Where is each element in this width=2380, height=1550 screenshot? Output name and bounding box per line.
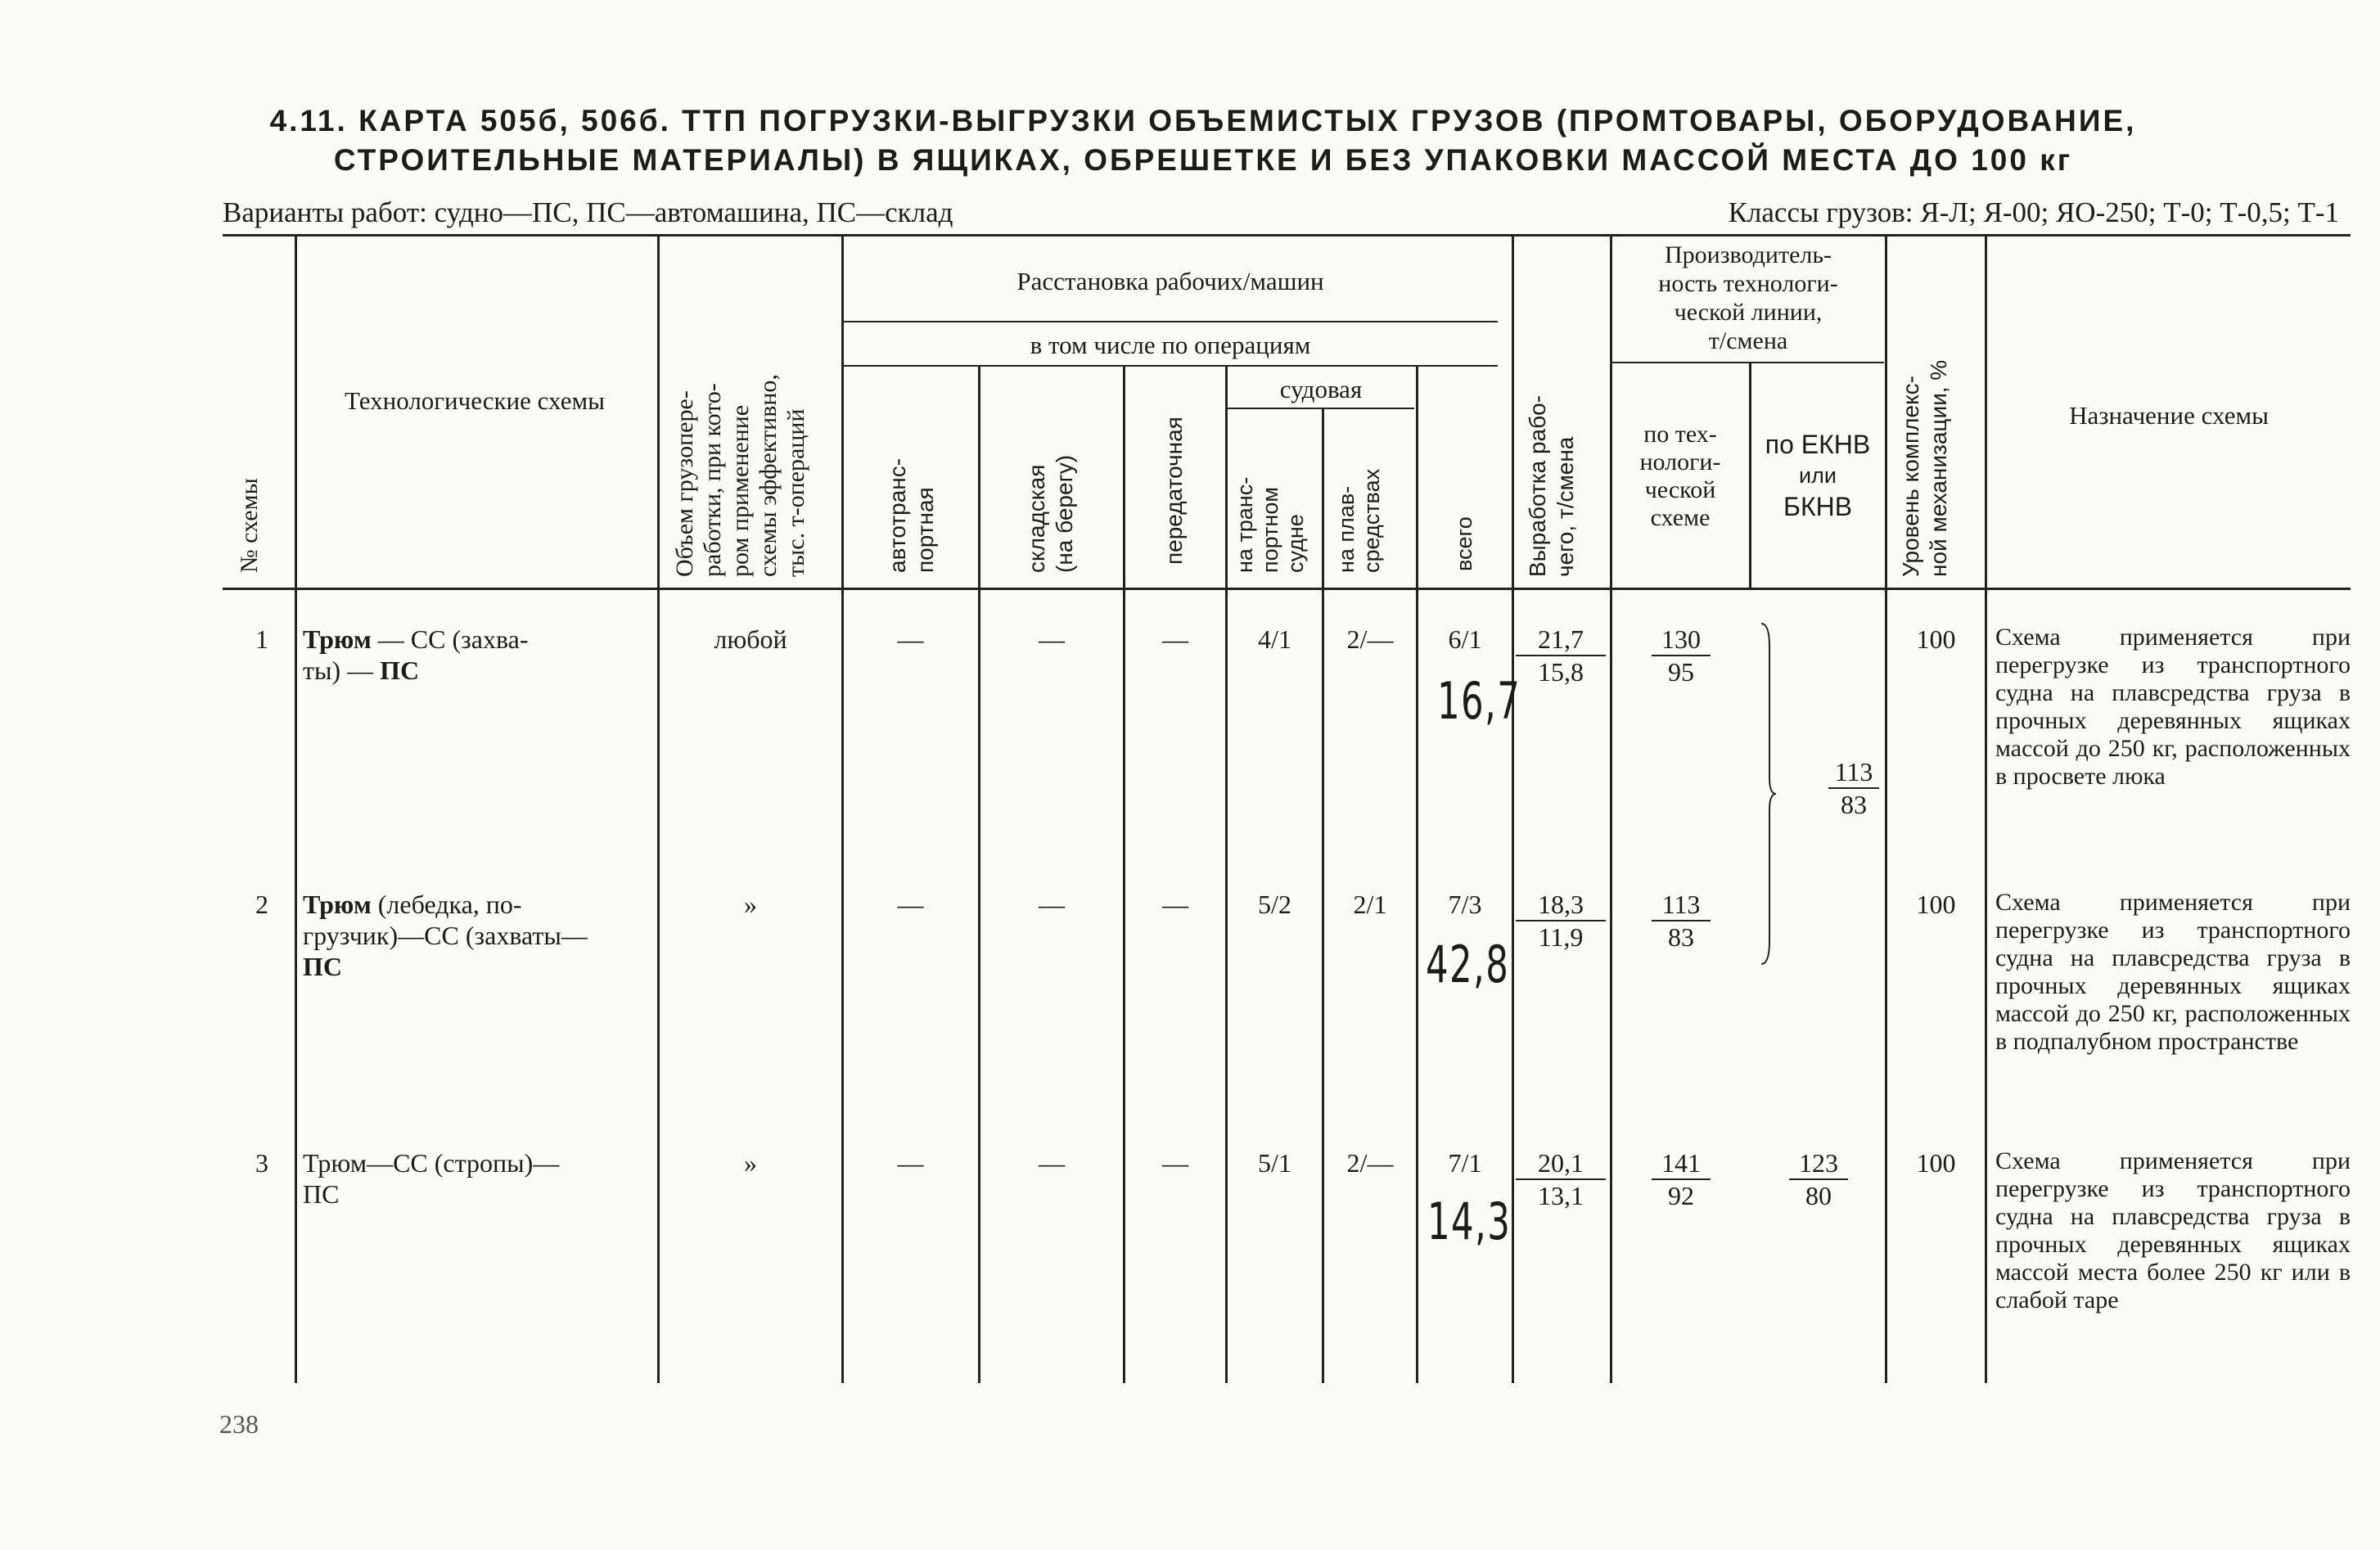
row-2-transfer: — xyxy=(1162,890,1188,919)
header-by-tech-line: по тех- xyxy=(1643,421,1717,448)
row-1-scheme-bold: Трюм xyxy=(303,624,372,654)
header-volume-line: работки, при кото- xyxy=(699,383,726,577)
header-eknv-line: или xyxy=(1799,463,1837,488)
header-auto xyxy=(884,458,940,573)
header-mech-line: ной механизации, % xyxy=(1926,359,1951,577)
row-2-total: 7/3 xyxy=(1448,890,1482,919)
row-1-output-num: 21,7 xyxy=(1516,624,1606,656)
row-3-output xyxy=(1516,1147,1606,1211)
row-1-auto: — xyxy=(897,624,924,654)
operations-divider xyxy=(843,365,1498,367)
row-2-purpose: Схема применяется при перегрузке из транспортного судна на плавсредства груза в прочных деревянных ящиках массой до 250 кг, расположенных в подпалубном пространстве xyxy=(1995,889,2351,1055)
header-mechanization xyxy=(1897,360,1953,577)
row-2-scheme-text: (лебедка, по- xyxy=(371,890,522,919)
row-3-no: 3 xyxy=(255,1148,268,1178)
header-auto-line: автотранс- xyxy=(885,457,910,573)
header-mech-line: Уровень комплекс- xyxy=(1898,376,1923,577)
row-2-volume: » xyxy=(744,890,757,919)
col-divider xyxy=(978,367,980,1383)
row-2-prod-num: 113 xyxy=(1652,889,1711,921)
shared-eknv-num: 113 xyxy=(1828,756,1879,789)
col-divider xyxy=(1885,236,1887,1383)
header-transfer-line: передаточная xyxy=(1161,417,1187,565)
header-productivity-line: ческой линии, xyxy=(1674,299,1823,326)
row-1-prod-num: 130 xyxy=(1652,624,1711,656)
header-purpose xyxy=(1989,401,2349,430)
row-1-mechanization: 100 xyxy=(1916,624,1956,654)
header-transfer xyxy=(1161,417,1188,565)
table-top-border xyxy=(223,234,2351,237)
row-1-on-ship: 4/1 xyxy=(1258,624,1291,654)
row-1-transfer: — xyxy=(1162,624,1188,654)
header-warehouse xyxy=(1023,455,1079,573)
row-2-no: 2 xyxy=(255,890,268,919)
header-productivity-line: Производитель- xyxy=(1664,241,1832,268)
col-divider xyxy=(657,236,660,1383)
row-2-auto: — xyxy=(897,890,924,919)
col-divider xyxy=(841,236,844,1383)
work-variants: Варианты работ: судно—ПС, ПС—автомашина, ПС—склад xyxy=(223,196,953,228)
header-volume-line: Объем грузопере- xyxy=(671,390,698,577)
header-purpose-text: Назначение схемы xyxy=(2069,401,2269,430)
header-eknv-line: по ЕКНВ xyxy=(1765,430,1871,459)
header-output-line: чего, т/смена xyxy=(1553,436,1578,577)
header-on-floating xyxy=(1334,469,1385,573)
header-scheme-no-text: № схемы xyxy=(236,478,263,573)
row-1-output-den: 15,8 xyxy=(1538,657,1584,687)
row-1-scheme-line1 xyxy=(303,624,651,655)
header-by-operations-text: в том числе по операциям xyxy=(1030,331,1311,359)
header-volume-line: тыс. т-операций xyxy=(782,408,809,577)
row-1-scheme-text2: ты) — xyxy=(303,656,381,685)
header-on-ship-line: портном xyxy=(1258,487,1282,573)
header-volume xyxy=(671,374,810,577)
placement-divider xyxy=(843,321,1498,322)
header-productivity xyxy=(1612,241,1884,355)
header-on-floating-line: средствах xyxy=(1359,468,1384,573)
header-warehouse-line: складская xyxy=(1024,464,1049,573)
row-2-scheme-bold: Трюм xyxy=(303,890,372,919)
header-scheme-no xyxy=(236,478,264,573)
shared-eknv-den: 83 xyxy=(1841,790,1867,819)
row-1-prod-den: 95 xyxy=(1668,657,1694,687)
row-1-handwritten-note: 16,7 xyxy=(1437,671,1521,731)
cargo-classes: Классы грузов: Я-Л; Я-00; ЯО-250; Т-0; Т-0,5; Т-1 xyxy=(1728,196,2339,228)
row-2-productivity xyxy=(1652,889,1711,953)
col-divider xyxy=(1512,236,1514,1383)
row-2-output-den: 11,9 xyxy=(1538,922,1584,952)
productivity-divider xyxy=(1612,362,1884,363)
row-2-mechanization: 100 xyxy=(1916,890,1956,919)
header-productivity-line: ность технологи- xyxy=(1658,270,1838,297)
row-3-on-ship: 5/1 xyxy=(1258,1148,1291,1178)
row-1-scheme-text: — СС (захва- xyxy=(371,624,529,654)
header-on-floating-line: на плав- xyxy=(1334,485,1359,573)
header-auto-line: портная xyxy=(913,487,938,573)
shared-eknv-value xyxy=(1828,756,1879,820)
row-2-scheme-line1 xyxy=(303,889,651,920)
row-3-prod-num: 141 xyxy=(1652,1147,1711,1180)
title-line-1: 4.11. КАРТА 505б, 506б. ТТП ПОГРУЗКИ-ВЫГРУЗКИ ОБЪЕМИСТЫХ ГРУЗОВ (ПРОМТОВАРЫ, ОБОРУДОВАНИЕ, xyxy=(269,104,2137,137)
header-warehouse-line: (на берегу) xyxy=(1052,454,1077,573)
row-2-on-floating: 2/1 xyxy=(1353,890,1387,919)
row-3-purpose: Схема применяется при перегрузке из транспортного судна на плавсредства груза в прочных деревянных ящиках массой места более 250 кг или в слабой таре xyxy=(1995,1147,2351,1313)
header-on-transport-ship xyxy=(1233,477,1309,573)
header-eknv-line: БКНВ xyxy=(1783,492,1853,521)
header-by-tech-scheme xyxy=(1612,421,1748,532)
header-by-eknv xyxy=(1751,429,1884,522)
header-total-line: всего xyxy=(1452,516,1476,571)
row-3-handwritten-note: 14,3 xyxy=(1427,1192,1512,1251)
header-on-ship-line: на транс- xyxy=(1233,476,1257,573)
row-2-scheme-line2: грузчик)—СС (захваты— xyxy=(303,921,588,950)
header-placement xyxy=(843,267,1498,296)
header-ship-group-text: судовая xyxy=(1279,375,1363,403)
header-placement-text: Расстановка рабочих/машин xyxy=(1016,267,1324,295)
row-2-output xyxy=(1516,889,1606,953)
row-1-purpose: Схема применяется при перегрузке из транспортного судна на плавсредства груза в прочных деревянных ящиках массой до 250 кг, расположенных в просвете люка xyxy=(1995,624,2351,790)
row-1-productivity xyxy=(1652,624,1711,687)
row-1-no: 1 xyxy=(255,624,268,654)
ship-group-divider xyxy=(1228,408,1414,409)
col-divider xyxy=(1225,367,1228,1383)
col-divider xyxy=(295,236,297,1383)
header-total xyxy=(1450,516,1478,571)
row-3-output-num: 20,1 xyxy=(1516,1147,1606,1180)
header-productivity-line: т/смена xyxy=(1708,327,1788,354)
row-3-eknv-den: 80 xyxy=(1805,1181,1832,1210)
row-3-mechanization: 100 xyxy=(1916,1148,1956,1178)
row-1-scheme-bold2: ПС xyxy=(380,656,420,685)
header-by-tech-line: нологи- xyxy=(1639,448,1721,475)
page-number: 238 xyxy=(219,1409,259,1439)
row-2-on-ship: 5/2 xyxy=(1258,890,1291,919)
row-2-handwritten-note: 42,8 xyxy=(1426,935,1510,994)
row-3-eknv xyxy=(1789,1147,1848,1211)
col-divider xyxy=(1985,236,1987,1383)
row-2-scheme-line3 xyxy=(303,951,651,982)
row-3-on-floating: 2/— xyxy=(1346,1148,1394,1178)
row-1-scheme xyxy=(303,624,651,686)
row-2-scheme xyxy=(303,889,651,982)
header-output-line: Выработка рабо- xyxy=(1525,394,1550,577)
header-on-ship-line: судне xyxy=(1283,514,1308,573)
row-1-output xyxy=(1516,624,1606,687)
row-1-on-floating: 2/— xyxy=(1346,624,1394,654)
row-3-prod-den: 92 xyxy=(1668,1181,1694,1210)
row-3-eknv-num: 123 xyxy=(1789,1147,1848,1180)
row-1-warehouse: — xyxy=(1039,624,1065,654)
row-3-total: 7/1 xyxy=(1448,1148,1482,1178)
row-3-scheme-line2: ПС xyxy=(303,1179,340,1209)
row-1-total: 6/1 xyxy=(1448,624,1482,654)
header-by-tech-line: ческой xyxy=(1644,476,1716,503)
row-2-warehouse: — xyxy=(1039,890,1065,919)
header-volume-line: ром применение xyxy=(727,404,754,577)
header-tech-schemes-text: Технологические схемы xyxy=(345,386,605,415)
row-3-productivity xyxy=(1652,1147,1711,1211)
title-line-2: СТРОИТЕЛЬНЫЕ МАТЕРИАЛЫ) В ЯЩИКАХ, ОБРЕШЕТКЕ И БЕЗ УПАКОВКИ МАССОЙ МЕСТА ДО 100 кг xyxy=(333,143,2073,177)
row-2-scheme-bold2: ПС xyxy=(303,952,342,981)
row-3-scheme-line1: Трюм—СС (стропы)— xyxy=(303,1148,560,1178)
row-3-transfer: — xyxy=(1162,1148,1188,1178)
row-3-scheme xyxy=(303,1147,651,1210)
row-1-volume: любой xyxy=(714,624,787,654)
row-1-2-brace xyxy=(1760,622,1778,966)
row-3-warehouse: — xyxy=(1039,1148,1065,1178)
row-3-auto: — xyxy=(897,1148,924,1178)
header-bottom-border xyxy=(223,588,2351,590)
row-3-output-den: 13,1 xyxy=(1538,1181,1584,1210)
header-volume-line: схемы эффективно, xyxy=(755,374,782,577)
row-1-scheme-line2 xyxy=(303,655,651,686)
row-2-output-num: 18,3 xyxy=(1516,889,1606,921)
col-divider xyxy=(1610,236,1612,1383)
header-tech-schemes xyxy=(327,386,622,416)
header-by-operations xyxy=(843,331,1498,360)
header-ship-group xyxy=(1228,375,1414,404)
header-output xyxy=(1524,395,1580,577)
header-by-tech-line: схеме xyxy=(1650,504,1711,531)
col-divider xyxy=(1416,367,1418,1383)
row-3-volume: » xyxy=(744,1148,757,1178)
row-2-prod-den: 83 xyxy=(1668,922,1694,952)
col-divider xyxy=(1123,367,1125,1383)
